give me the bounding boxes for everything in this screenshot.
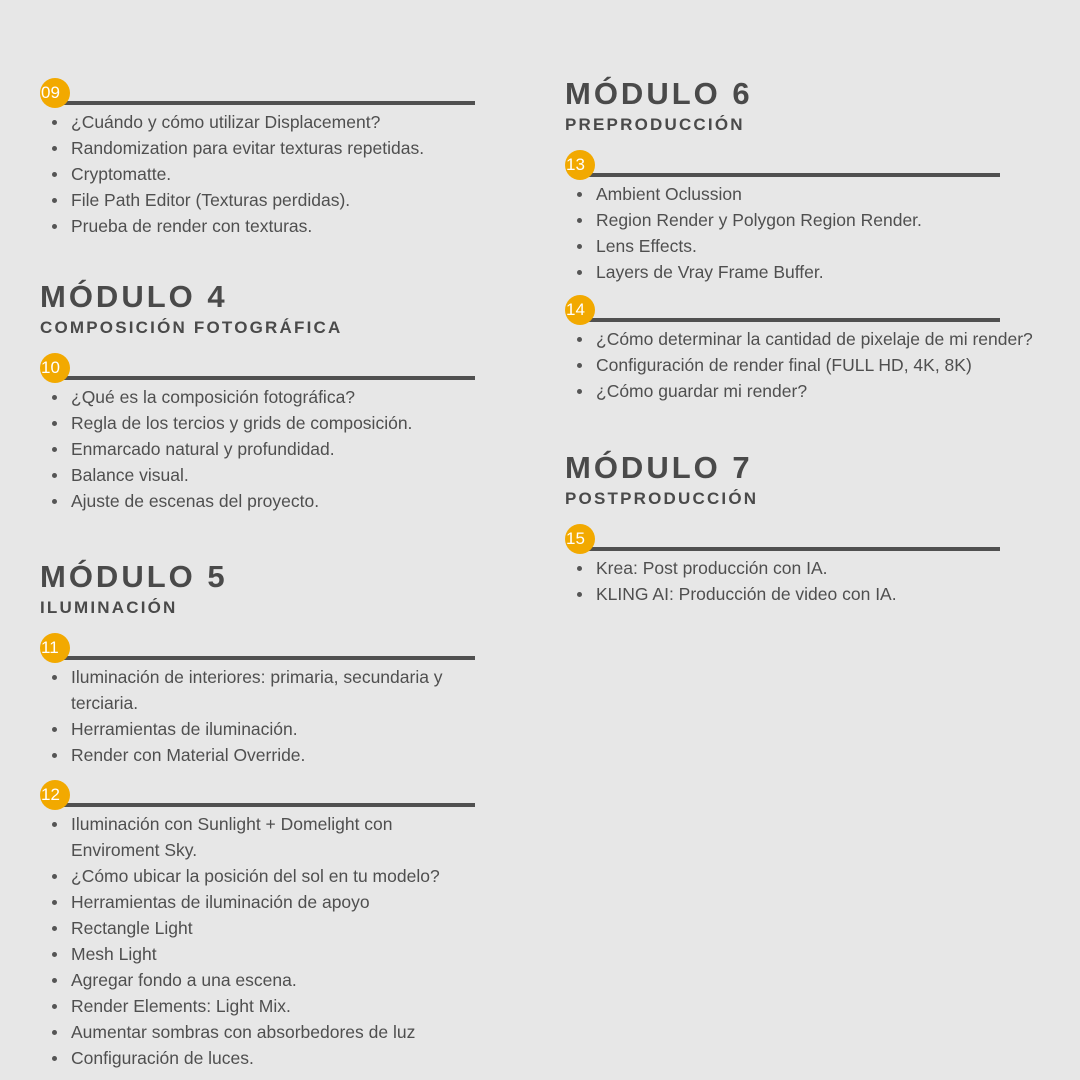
lesson-14 [565,295,1070,404]
list-item: Iluminación de interiores: primaria, secundaria y terciaria. [70,664,480,716]
list-item: Configuración de render final (FULL HD, 4K, 8K) [595,352,1070,378]
list-item: ¿Cómo ubicar la posición del sol en tu modelo? [70,863,480,889]
lesson-divider [48,803,475,807]
list-item: Ajuste de escenas del proyecto. [70,488,480,514]
lesson-topic-list [565,326,1070,404]
list-item: Ambient Oclussion [595,181,1070,207]
list-item: Rectangle Light [70,915,480,941]
lesson-header [40,78,480,108]
lesson-09 [40,78,480,239]
module-title: MÓDULO 6 [565,76,753,111]
lesson-topic-list [40,384,480,514]
lesson-header [40,633,480,663]
right-column [565,78,1070,607]
lesson-divider [573,318,1000,322]
list-item: Region Render y Polygon Region Render. [595,207,1070,233]
list-item: Layers de Vray Frame Buffer. [595,259,1070,285]
lesson-divider [48,656,475,660]
lesson-12 [40,780,480,1071]
module-4 [40,281,480,514]
lesson-number-badge: 09 [40,78,70,108]
lesson-13 [565,150,1070,285]
lesson-11 [40,633,480,768]
list-item: Lens Effects. [595,233,1070,259]
list-item: ¿Qué es la composición fotográfica? [70,384,480,410]
module-subtitle: ILUMINACIÓN [40,598,178,617]
lesson-number-badge: 13 [565,150,595,180]
module-6 [565,78,1070,404]
lesson-number-badge: 12 [40,780,70,810]
list-item: Iluminación con Sunlight + Domelight con Enviroment Sky. [70,811,480,863]
list-item: ¿Cómo determinar la cantidad de pixelaje de mi render? [595,326,1070,352]
module-subtitle: POSTPRODUCCIÓN [565,489,759,508]
list-item: Configuración de luces. [70,1045,480,1071]
lesson-divider [48,376,475,380]
left-column [40,78,480,1071]
module-title: MÓDULO 5 [40,559,228,594]
list-item: Randomization para evitar texturas repetidas. [70,135,480,161]
list-item: Herramientas de iluminación de apoyo [70,889,480,915]
list-item: Agregar fondo a una escena. [70,967,480,993]
lesson-15 [565,524,1070,607]
lesson-number-badge: 15 [565,524,595,554]
list-item: Render con Material Override. [70,742,480,768]
lesson-header [565,150,1070,180]
module-7 [565,452,1070,607]
list-item: Prueba de render con texturas. [70,213,480,239]
list-item: Aumentar sombras con absorbedores de luz [70,1019,480,1045]
lesson-divider [48,101,475,105]
lesson-topic-list [565,181,1070,285]
lesson-header [40,353,480,383]
module-5 [40,561,480,1071]
list-item: KLING AI: Producción de video con IA. [595,581,1070,607]
list-item: Regla de los tercios y grids de composición. [70,410,480,436]
list-item: Enmarcado natural y profundidad. [70,436,480,462]
list-item: Cryptomatte. [70,161,480,187]
list-item: Balance visual. [70,462,480,488]
list-item: Krea: Post producción con IA. [595,555,1070,581]
list-item: Mesh Light [70,941,480,967]
list-item: ¿Cómo guardar mi render? [595,378,1070,404]
lesson-topic-list [565,555,1070,607]
lesson-number-badge: 14 [565,295,595,325]
list-item: Render Elements: Light Mix. [70,993,480,1019]
lesson-10 [40,353,480,514]
lesson-topic-list [40,664,480,768]
module-subtitle: COMPOSICIÓN FOTOGRÁFICA [40,318,343,337]
lesson-topic-list [40,109,480,239]
lesson-divider [573,547,1000,551]
list-item: File Path Editor (Texturas perdidas). [70,187,480,213]
list-item: ¿Cuándo y cómo utilizar Displacement? [70,109,480,135]
module-subtitle: PREPRODUCCIÓN [565,115,745,134]
lesson-topic-list [40,811,480,1071]
lesson-number-badge: 10 [40,353,70,383]
lesson-number-badge: 11 [40,633,70,663]
module-title: MÓDULO 4 [40,279,228,314]
list-item: Herramientas de iluminación. [70,716,480,742]
lesson-divider [573,173,1000,177]
lesson-header [565,295,1070,325]
module-title: MÓDULO 7 [565,450,753,485]
lesson-header [565,524,1070,554]
lesson-header [40,780,480,810]
